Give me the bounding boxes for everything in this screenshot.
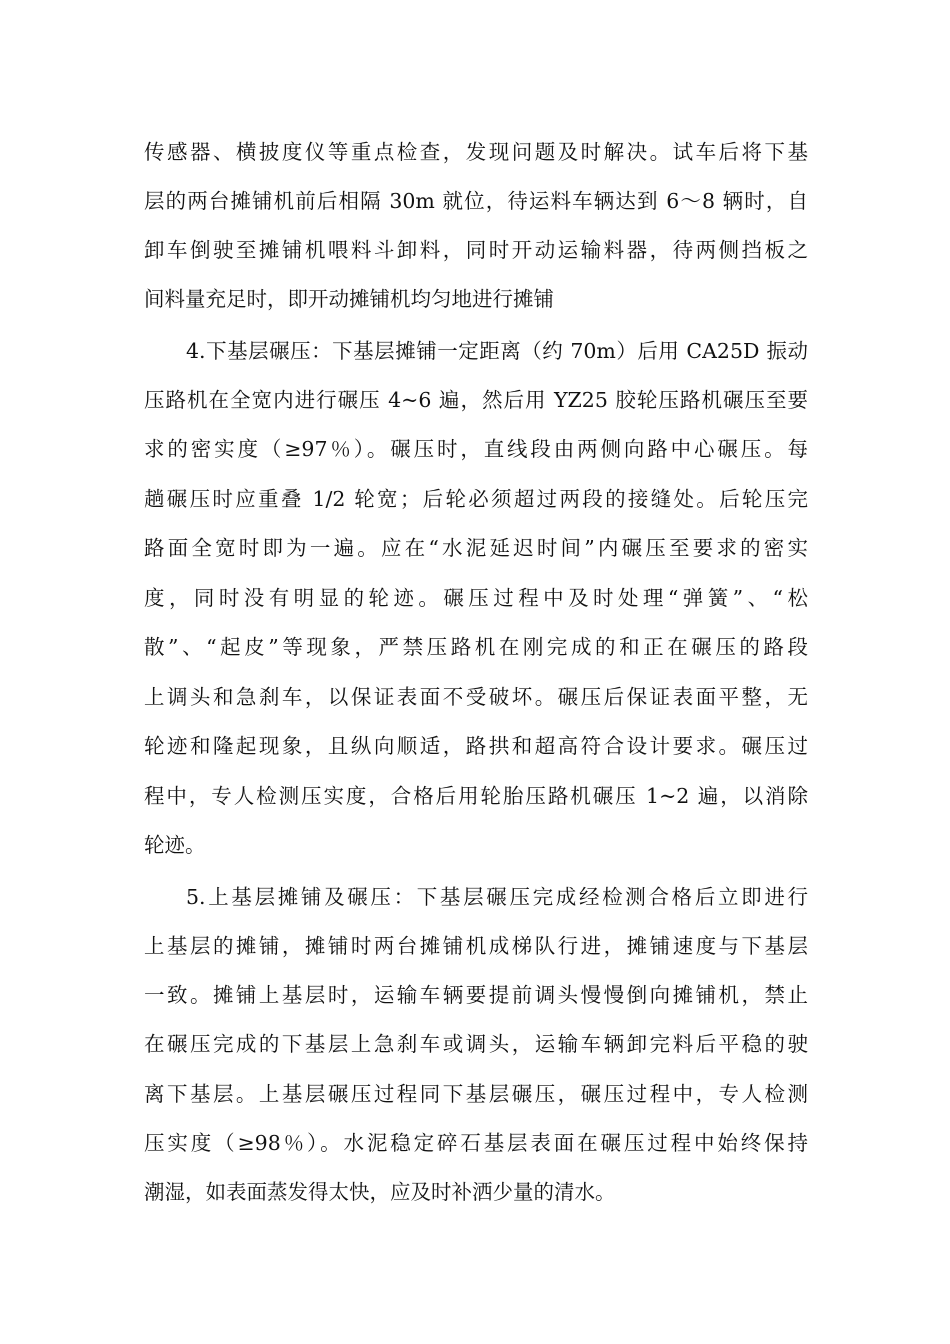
text-line: 在碾压完成的下基层上急刹车或调头，运输车辆卸完料后平稳的驶 xyxy=(144,1032,808,1056)
text-line: 散”、“起皮”等现象，严禁压路机在刚完成的和正在碾压的路段 xyxy=(144,635,808,659)
text-line: 路面全宽时即为一遍。应在“水泥延迟时间”内碾压至要求的密实 xyxy=(144,536,808,560)
text-line: 度，同时没有明显的轮迹。碾压过程中及时处理“弹簧”、“松 xyxy=(144,586,808,610)
text-line: 程中，专人检测压实度，合格后用轮胎压路机碾压 1~2 遍，以消除 xyxy=(144,784,808,808)
text-line: 轮迹和隆起现象，且纵向顺适，路拱和超高符合设计要求。碾压过 xyxy=(144,734,808,758)
text-line: 层的两台摊铺机前后相隔 30m 就位，待运料车辆达到 6～8 辆时，自 xyxy=(144,189,808,213)
text-line: 趟碾压时应重叠 1/2 轮宽；后轮必须超过两段的接缝处。后轮压完 xyxy=(144,487,808,511)
text-line: 传感器、横披度仪等重点检查，发现问题及时解决。试车后将下基 xyxy=(144,140,808,164)
text-line: 一致。摊铺上基层时，运输车辆要提前调头慢慢倒向摊铺机，禁止 xyxy=(144,983,808,1007)
paragraph-5-heading-line: 5.上基层摊铺及碾压：下基层碾压完成经检测合格后立即进行 xyxy=(186,885,808,909)
text-line: 轮迹。 xyxy=(144,833,206,857)
text-line: 压路机在全宽内进行碾压 4~6 遍，然后用 YZ25 胶轮压路机碾压至要 xyxy=(144,388,808,412)
text-line: 卸车倒驶至摊铺机喂料斗卸料，同时开动运输料器，待两侧挡板之 xyxy=(144,238,808,262)
paragraph-4-heading-line: 4.下基层碾压：下基层摊铺一定距离（约 70m）后用 CA25D 振动 xyxy=(186,339,808,363)
text-line: 上基层的摊铺，摊铺时两台摊铺机成梯队行进，摊铺速度与下基层 xyxy=(144,934,808,958)
text-line: 上调头和急刹车，以保证表面不受破坏。碾压后保证表面平整，无 xyxy=(144,685,808,709)
text-line: 潮湿，如表面蒸发得太快，应及时补洒少量的清水。 xyxy=(144,1180,616,1204)
text-line: 间料量充足时，即开动摊铺机均匀地进行摊铺 xyxy=(144,287,554,311)
text-line: 离下基层。上基层碾压过程同下基层碾压，碾压过程中，专人检测 xyxy=(144,1082,808,1106)
text-line: 压实度（≥98％）。水泥稳定碎石基层表面在碾压过程中始终保持 xyxy=(144,1131,808,1155)
text-line: 求的密实度（≥97％）。碾压时，直线段由两侧向路中心碾压。每 xyxy=(144,437,808,461)
